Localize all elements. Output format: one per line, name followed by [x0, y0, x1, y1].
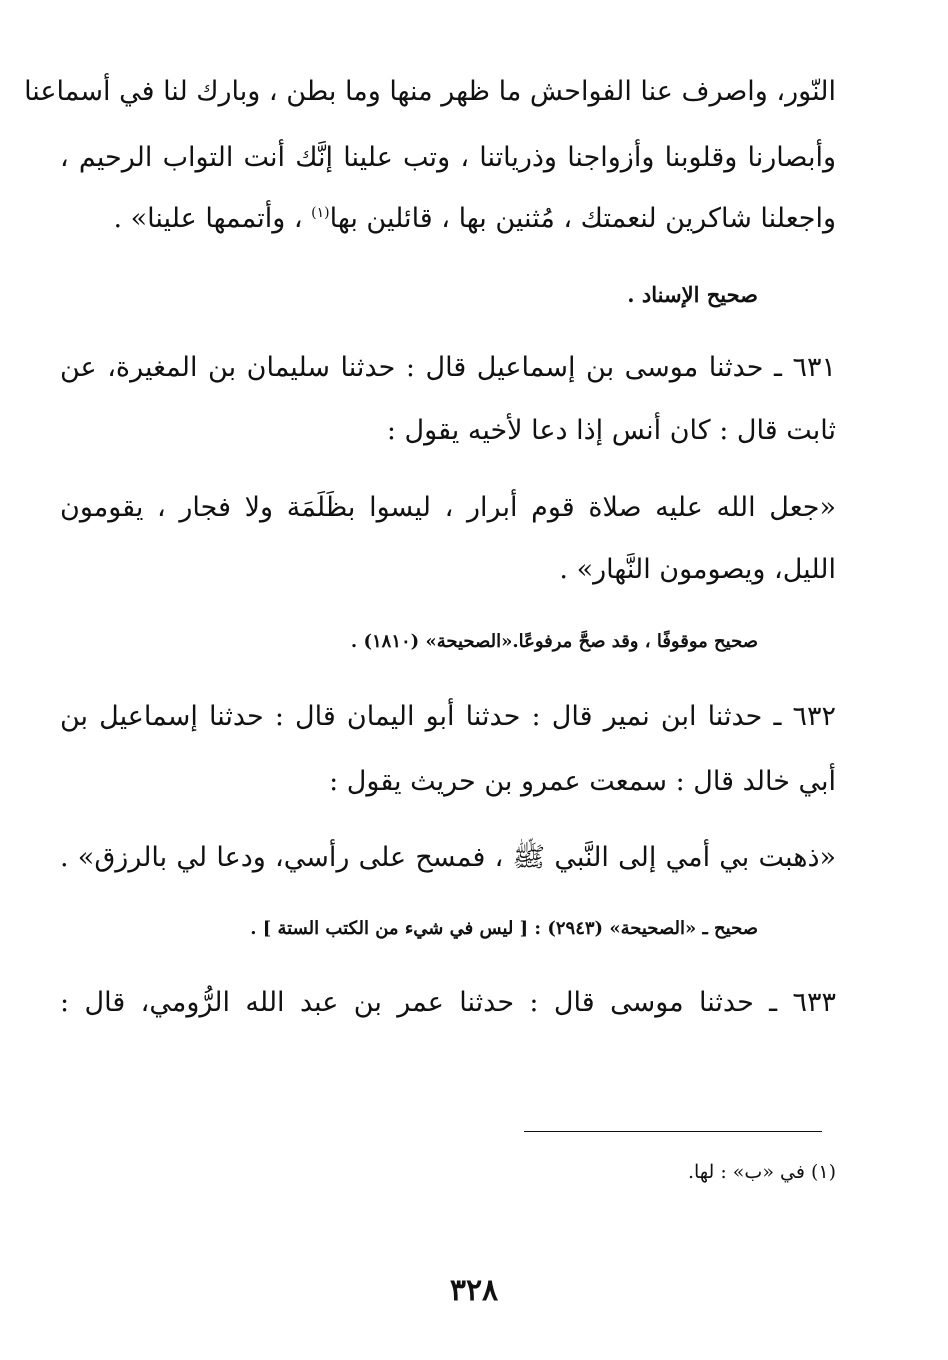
hadith-grade: صحيح موقوفًا ، وقد صحَّ مرفوعًا.«الصحيحة» (١٨١٠) .: [350, 631, 758, 652]
footnote-divider: [524, 1131, 822, 1132]
hadith-text: «جعل الله عليه صلاة قوم أبرار ، ليسوا بظَلَمَة ولا فجار ، يقومون: [60, 492, 836, 523]
text-line: [60, 199, 836, 239]
hadith-grade: صحيح ـ «الصحيحة» (٢٩٤٣) : [ ليس في شيء من الكتب الستة ] .: [250, 918, 758, 939]
footnote: (١) في «ب» : لها.: [687, 1161, 836, 1183]
footnote-marker: (١): [311, 205, 330, 221]
hadith-text: الليل، ويصومون النَّهار» .: [559, 554, 836, 585]
hadith-chain: أبي خالد قال : سمعت عمرو بن حريث يقول :: [329, 766, 836, 797]
text-segment: ، وأتممها علينا» .: [113, 203, 312, 234]
hadith-chain: ٦٣٣ ـ حدثنا موسى قال : حدثنا عمر بن عبد الله الرُّومي، قال :: [60, 987, 836, 1018]
hadith-chain: ٦٣١ ـ حدثنا موسى بن إسماعيل قال : حدثنا سليمان بن المغيرة، عن: [60, 352, 836, 383]
page-number: ٣٢٨: [449, 1273, 499, 1308]
hadith-chain: ثابت قال : كان أنس إذا دعا لأخيه يقول :: [386, 415, 836, 446]
text-line: وأبصارنا وقلوبنا وأزواجنا وذرياتنا ، وتب علينا إنَّك أنت التواب الرحيم ،: [60, 142, 836, 173]
text-line: النّور، واصرف عنا الفواحش ما ظهر منها وما بطن ، وبارك لنا في أسماعنا: [24, 76, 836, 107]
hadith-chain: ٦٣٢ ـ حدثنا ابن نمير قال : حدثنا أبو اليمان قال : حدثنا إسماعيل بن: [60, 701, 836, 732]
hadith-grade: صحيح الإسناد .: [627, 282, 758, 307]
text-segment: واجعلنا شاكرين لنعمتك ، مُثنين بها ، قائلين بها: [329, 203, 836, 234]
hadith-text: «ذهبت بي أمي إلى النَّبي ﷺ ، فمسح على رأسي، ودعا لي بالرزق» .: [60, 842, 836, 873]
